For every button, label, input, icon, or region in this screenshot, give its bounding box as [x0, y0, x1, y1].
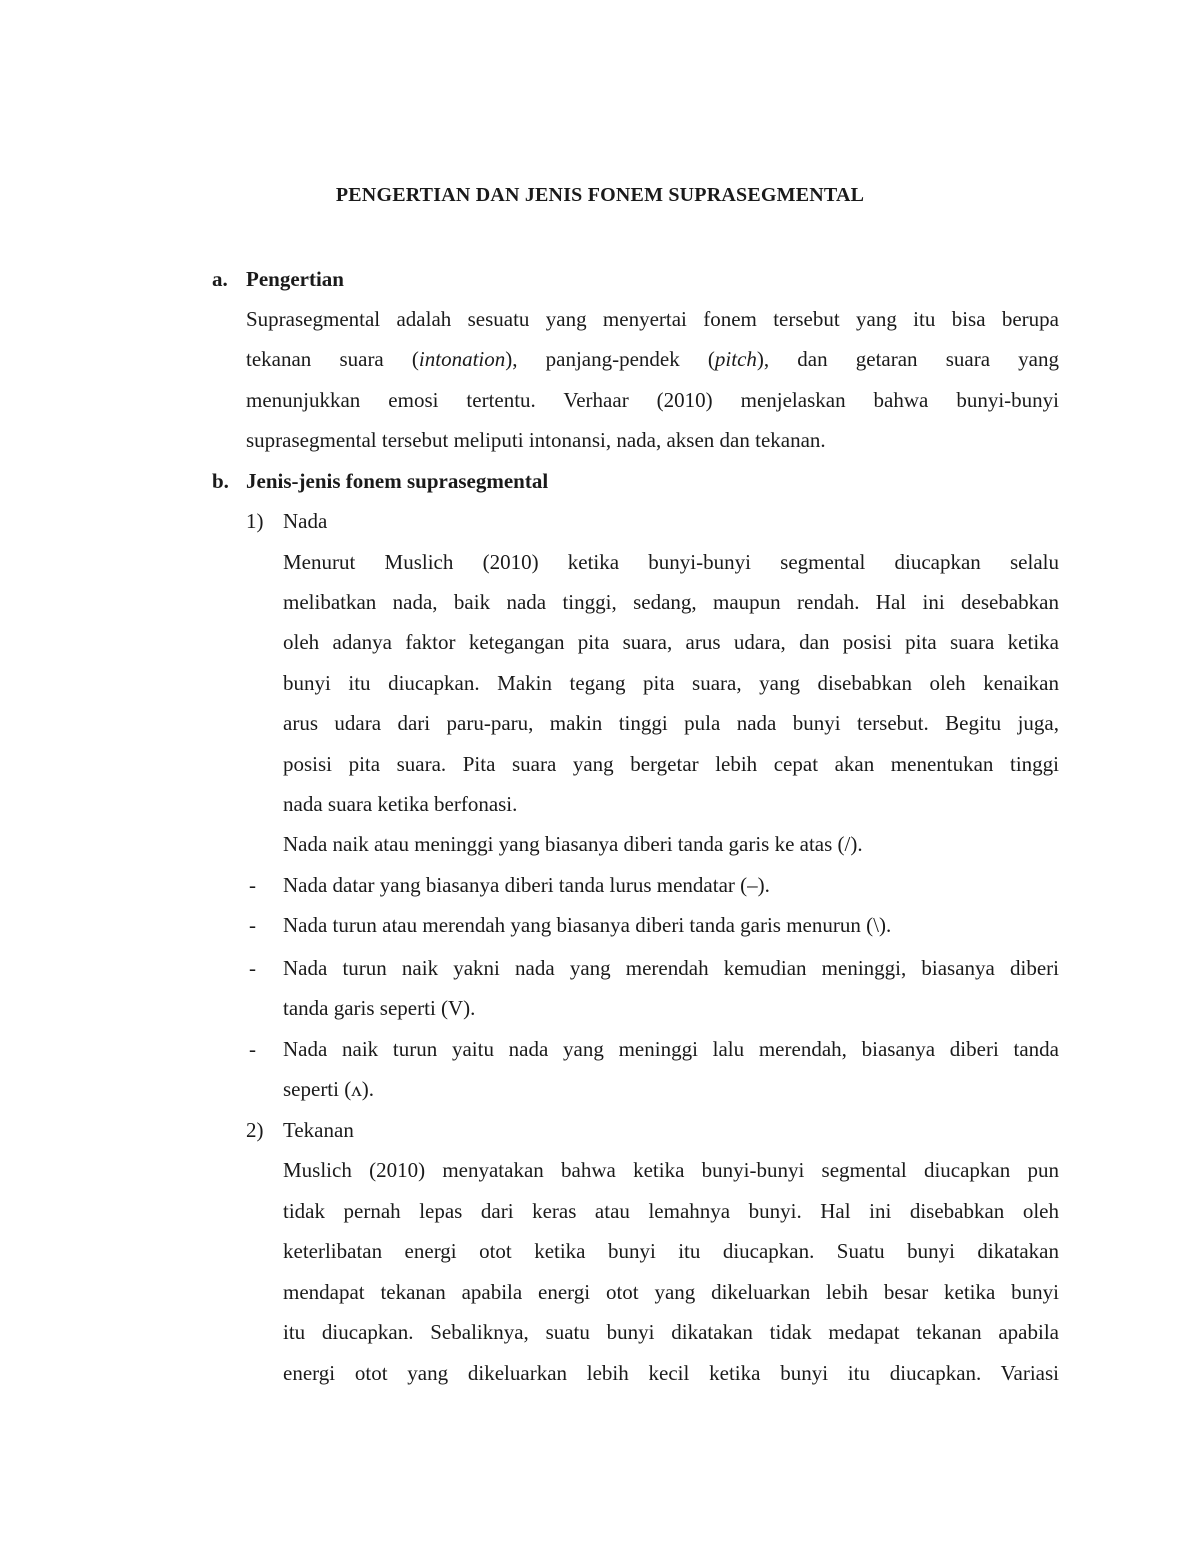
nada-para-line: bunyi itu diucapkan. Makin tegang pita suara, yang disebabkan oleh kenaikan — [283, 671, 1059, 695]
section-a-para-line-2 — [246, 346, 1059, 372]
section-a-heading: Pengertian — [246, 267, 344, 291]
bullet-item-falling: Nada turun atau merendah yang biasanya diberi tanda garis menurun (\). — [283, 913, 892, 937]
bullet-item-flat: Nada datar yang biasanya diberi tanda lurus mendatar (–). — [283, 873, 770, 897]
italic-term-intonation: intonation — [418, 347, 506, 371]
text-run: tekanan suara ( — [246, 347, 419, 371]
item-2-marker: 2) — [246, 1118, 264, 1142]
bullet-item-fall-rise: Nada turun naik yakni nada yang merendah kemudian meninggi, biasanya diberi — [283, 956, 1059, 980]
bullet-item-rise-fall: Nada naik turun yaitu nada yang meninggi lalu merendah, biasanya diberi tanda — [283, 1037, 1059, 1061]
nada-para-line: oleh adanya faktor ketegangan pita suara, arus udara, dan posisi pita suara ketika — [283, 630, 1059, 654]
section-b-heading: Jenis-jenis fonem suprasegmental — [246, 469, 549, 493]
italic-term-pitch: pitch — [714, 347, 757, 371]
tekanan-para-line: tidak pernah lepas dari keras atau lemahnya bunyi. Hal ini disebabkan oleh — [283, 1199, 1059, 1223]
nada-para-line: arus udara dari paru-paru, makin tinggi pula nada bunyi tersebut. Begitu juga, — [283, 711, 1059, 735]
section-a-para-line-1: Suprasegmental adalah sesuatu yang menyertai fonem tersebut yang itu bisa berupa — [246, 307, 1059, 331]
item-2-label: Tekanan — [283, 1118, 354, 1142]
bullet-dash: - — [249, 1037, 256, 1061]
section-a-para-line-4: suprasegmental tersebut meliputi intonansi, nada, aksen dan tekanan. — [246, 428, 826, 452]
nada-para-line: nada suara ketika berfonasi. — [283, 792, 518, 816]
section-a-marker: a. — [212, 267, 228, 291]
bullet-item-fall-rise-cont: tanda garis seperti (V). — [283, 996, 476, 1020]
item-1-label: Nada — [283, 509, 328, 533]
text-run: ), dan getaran suara yang — [756, 347, 1059, 371]
text-run: ), panjang-pendek ( — [505, 347, 715, 371]
section-a-para-line-3: menunjukkan emosi tertentu. Verhaar (2010) menjelaskan bahwa bunyi-bunyi — [246, 388, 1059, 412]
bullet-dash: - — [249, 913, 256, 937]
tekanan-para-line: Muslich (2010) menyatakan bahwa ketika bunyi-bunyi segmental diucapkan pun — [283, 1158, 1059, 1182]
nada-para-line: posisi pita suara. Pita suara yang bergetar lebih cepat akan menentukan tinggi — [283, 752, 1059, 776]
tekanan-para-line: mendapat tekanan apabila energi otot yang dikeluarkan lebih besar ketika bunyi — [283, 1280, 1059, 1304]
bullet-dash: - — [249, 956, 256, 980]
tekanan-para-line: itu diucapkan. Sebaliknya, suatu bunyi dikatakan tidak medapat tekanan apabila — [283, 1320, 1059, 1344]
tekanan-para-line: energi otot yang dikeluarkan lebih kecil ketika bunyi itu diucapkan. Variasi — [283, 1361, 1059, 1385]
nada-para-line: melibatkan nada, baik nada tinggi, sedang, maupun rendah. Hal ini desebabkan — [283, 590, 1059, 614]
nada-rising-line: Nada naik atau meninggi yang biasanya diberi tanda garis ke atas (/). — [283, 832, 863, 856]
tekanan-para-line: keterlibatan energi otot ketika bunyi itu diucapkan. Suatu bunyi dikatakan — [283, 1239, 1059, 1263]
item-1-marker: 1) — [246, 509, 264, 533]
section-b-marker: b. — [212, 469, 229, 493]
bullet-dash: - — [249, 873, 256, 897]
page-title: PENGERTIAN DAN JENIS FONEM SUPRASEGMENTAL — [335, 184, 865, 206]
nada-para-line: Menurut Muslich (2010) ketika bunyi-bunyi segmental diucapkan selalu — [283, 550, 1059, 574]
bullet-item-rise-fall-cont: seperti (ʌ). — [283, 1077, 374, 1101]
